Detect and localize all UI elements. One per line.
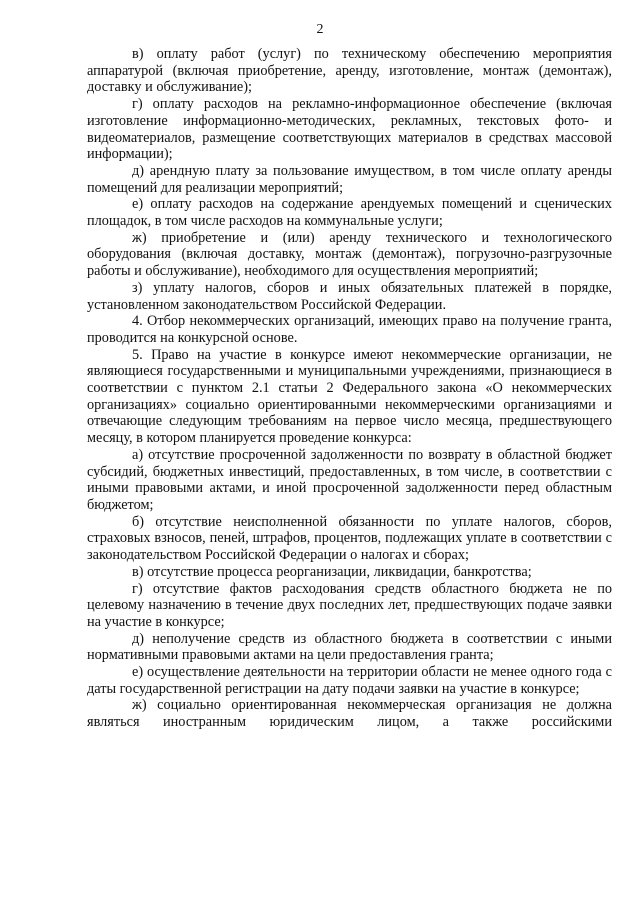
paragraph: д) арендную плату за пользование имуществом, в том числе оплату аренды помещений для реализации мероприятий; (87, 162, 612, 196)
paragraph: ж) социально ориентированная некоммерческая организация не должна являться иностранным юридическим лицом, а также российскими (87, 697, 612, 731)
paragraph: ж) приобретение и (или) аренду технического и технологического оборудования (включая доставку, монтаж (демонтаж), погрузочно-разгрузочные работы и обслуживание), необходимого для осуществления мероприятий; (87, 229, 612, 280)
paragraph: е) оплату расходов на содержание арендуемых помещений и сценических площадок, в том числе расходов на коммунальные услуги; (87, 196, 612, 230)
paragraph: б) отсутствие неисполненной обязанности по уплате налогов, сборов, страховых взносов, пеней, штрафов, процентов, подлежащих уплате в соответствии с законодательством Российской Федерации о налогах и сборах; (87, 513, 612, 564)
paragraph: з) уплату налогов, сборов и иных обязательных платежей в порядке, установленном законодательством Российской Федерации. (87, 279, 612, 313)
paragraph: 5. Право на участие в конкурсе имеют некоммерческие организации, не являющиеся государственными и муниципальными учреждениями, признающиеся в соответствии с пунктом 2.1 статьи 2 Федерального закона «О некоммерческих организациях» социально ориентированными некоммерческими организациями и отвечающие следующим требованиям на первое число месяца, предшествующего месяцу, в котором планируется проведение конкурса: (87, 346, 612, 447)
paragraph: д) неполучение средств из областного бюджета в соответствии с иными нормативными правовыми актами на цели предоставления гранта; (87, 630, 612, 664)
paragraph: в) оплату работ (услуг) по техническому обеспечению мероприятия аппаратурой (включая приобретение, аренду, изготовление, монтаж (демонтаж), доставку и обслуживание); (87, 46, 612, 96)
paragraph: г) оплату расходов на рекламно-информационное обеспечение (включая изготовление информационно-методических, рекламных, текстовых фото- и видеоматериалов, размещение соответствующих материалов в средствах массовой информации); (87, 96, 612, 163)
paragraph: е) осуществление деятельности на территории области не менее одного года с даты государственной регистрации на дату подачи заявки на участие в конкурсе; (87, 664, 612, 697)
paragraph: г) отсутствие фактов расходования средств областного бюджета не по целевому назначению в течение двух последних лет, предшествующих подаче заявки на участие в конкурсе; (87, 580, 612, 630)
page-number: 2 (316, 22, 324, 37)
document-body (87, 46, 612, 731)
paragraph: 4. Отбор некоммерческих организаций, имеющих право на получение гранта, проводится на конкурсной основе. (87, 313, 612, 346)
paragraph: а) отсутствие просроченной задолженности по возврату в областной бюджет субсидий, бюджетных инвестиций, предоставленных, в том числе, в соответствии с иными правовыми актами, и иной просроченной задолженности перед областным бюджетом; (87, 446, 612, 513)
paragraph: в) отсутствие процесса реорганизации, ликвидации, банкротства; (132, 563, 532, 580)
